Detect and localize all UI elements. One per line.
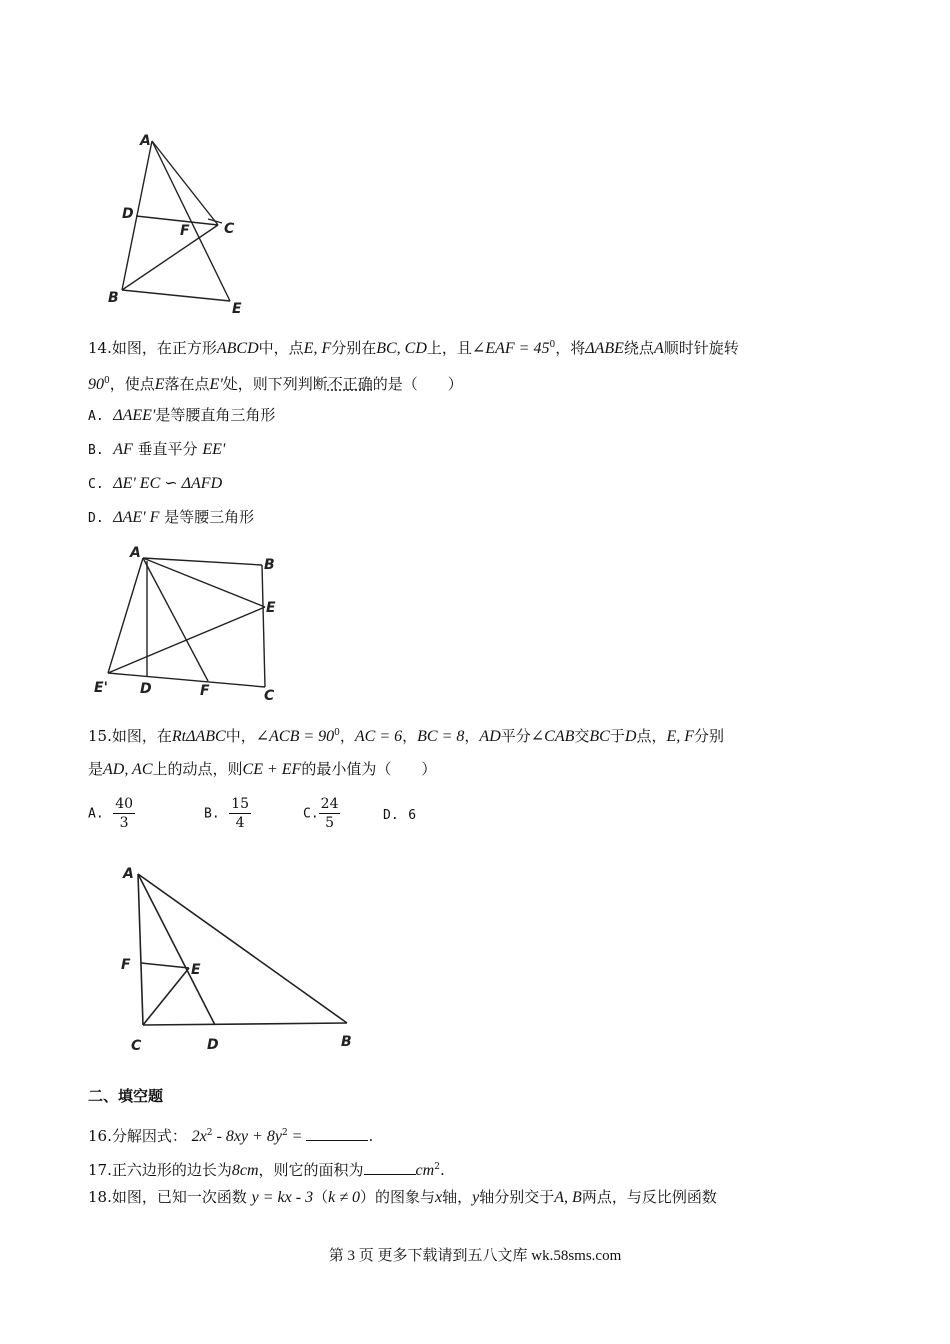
label-F: F xyxy=(121,957,131,973)
q18: 18.如图，已知一次函数 y = kx - 3（k ≠ 0）的图象与x轴，y轴分别交于A, B两点，与反比例函数 xyxy=(88,1188,717,1206)
q16: 16.分解因式： $2x^2 - 8xy + 8y^2$ = . xyxy=(88,1127,374,1145)
label-B: B xyxy=(341,1034,352,1050)
label-F: F xyxy=(200,683,210,699)
label-C: C xyxy=(224,221,235,237)
q14-option-c[interactable]: C. ΔE' EC ∽ ΔAFD xyxy=(88,475,223,492)
figure-q13 xyxy=(100,125,260,320)
label-D: D xyxy=(122,206,134,222)
q17-answer-blank[interactable] xyxy=(364,1160,416,1175)
label-E: E xyxy=(266,600,276,616)
label-C: C xyxy=(264,688,275,704)
q14-option-d[interactable]: D. ΔAE' F 是等腰三角形 xyxy=(88,508,255,526)
page-footer: 第 3 页 更多下载请到五八文库 wk.58sms.com xyxy=(328,1248,622,1264)
q14-option-a[interactable]: A. ΔAEE'是等腰直角三角形 xyxy=(88,406,276,424)
q15-stem-line1: 15.如图，在RtΔABC中，∠ACB = $90^0$，AC = 6，BC = 8，AD平分∠CAB交BC于D点，E, F分别 xyxy=(88,727,725,745)
q15-stem-line2: 是AD, AC上的动点，则CE + EF的最小值为（ ） xyxy=(88,760,437,778)
q15-option-a[interactable]: A. $\frac{40}{3}$ xyxy=(88,796,134,831)
q15-option-d[interactable]: D. 6 xyxy=(383,808,417,823)
label-A: A xyxy=(130,545,141,561)
q14-stem-line2: $90^0$，使点E落在点E'处，则下列判断不正确的是（ ） xyxy=(88,375,463,393)
label-D: D xyxy=(207,1037,219,1053)
label-E: E xyxy=(232,301,242,317)
q15-option-b[interactable]: B. $\frac{15}{4}$ xyxy=(204,796,250,831)
label-A: A xyxy=(140,133,151,149)
figure-q15 xyxy=(105,860,365,1060)
q16-answer-blank[interactable] xyxy=(306,1126,368,1141)
label-E: E xyxy=(191,962,201,978)
label-D: D xyxy=(140,681,152,697)
label-B: B xyxy=(264,557,275,573)
q15-option-c[interactable]: C. $\frac{24}{5}$ xyxy=(303,796,339,831)
label-B: B xyxy=(108,290,119,306)
label-E-prime: E' xyxy=(94,680,108,696)
q14-option-b[interactable]: B. AF 垂直平分 EE' xyxy=(88,440,226,458)
figure-q14 xyxy=(90,545,290,705)
label-F: F xyxy=(180,223,190,239)
section-fill-in-title: 二、填空题 xyxy=(88,1087,164,1105)
label-A: A xyxy=(123,866,134,882)
q14-stem-line1: 14.如图，在正方形ABCD中，点E, F分别在BC, CD上，且∠EAF = $45^0$，将ΔABE绕点A顺时针旋转 xyxy=(88,339,739,357)
q17: 17.正六边形的边长为8cm，则它的面积为 $cm^2$. xyxy=(88,1161,445,1179)
label-C: C xyxy=(131,1038,142,1054)
